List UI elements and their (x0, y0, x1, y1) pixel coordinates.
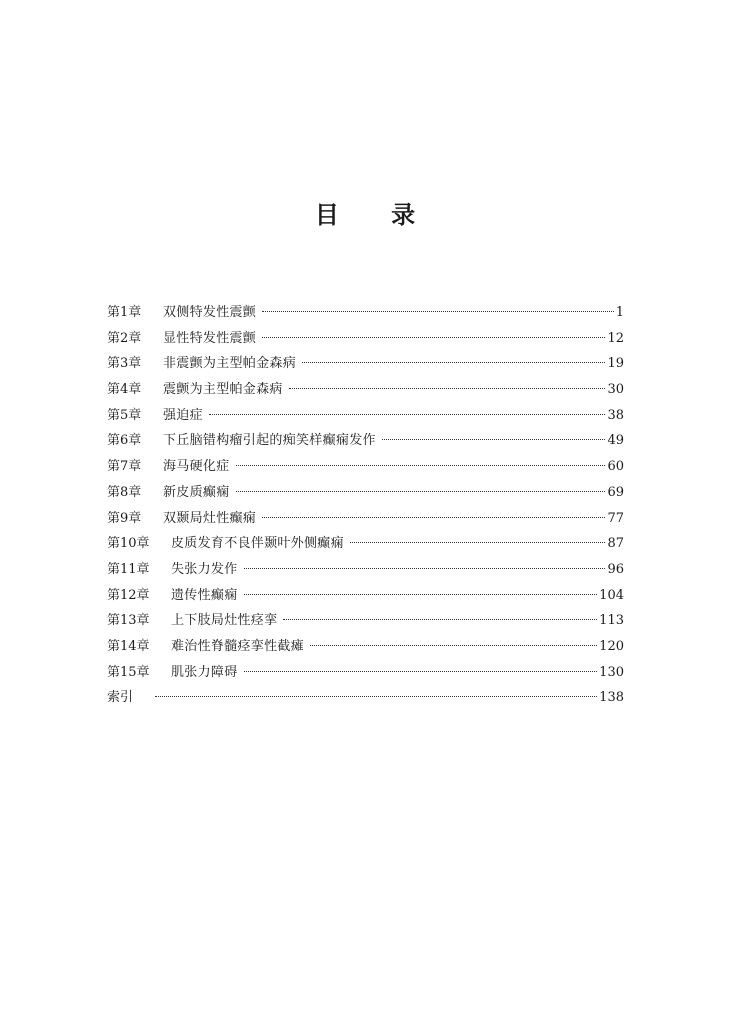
toc-dot-leader (244, 568, 606, 569)
toc-dot-leader (236, 465, 606, 466)
toc-chapter-title: 强迫症 (163, 407, 203, 423)
toc-dot-leader (244, 594, 598, 595)
toc-entry[interactable] (107, 634, 624, 660)
toc-chapter-number: 第6章 (107, 433, 142, 449)
toc-dot-leader (244, 671, 598, 672)
toc-dot-leader (155, 696, 597, 697)
toc-chapter-number: 第14章 (107, 638, 150, 654)
toc-index-label: 索引 (107, 690, 134, 706)
toc-chapter-number: 第11章 (107, 561, 150, 577)
page-title: 目 录 (314, 201, 438, 229)
toc-entry[interactable] (107, 506, 624, 532)
toc-chapter-number: 第10章 (107, 536, 150, 552)
toc-chapter-title: 非震颤为主型帕金森病 (163, 356, 297, 372)
toc-entry[interactable] (107, 660, 624, 686)
toc-chapter-number: 第1章 (107, 305, 142, 320)
toc-chapter-title: 肌张力障碍 (171, 664, 238, 680)
toc-dot-leader (289, 388, 606, 389)
toc-chapter-number: 第4章 (107, 382, 142, 398)
toc-chapter-title: 显性特发性震颤 (163, 330, 257, 346)
toc-chapter-title: 下丘脑错构瘤引起的痴笑样癫痫发作 (163, 433, 376, 449)
toc-chapter-title: 难治性脊髓痉挛性截瘫 (171, 638, 305, 654)
toc-entry[interactable] (107, 403, 624, 429)
toc-dot-leader (310, 645, 597, 646)
table-of-contents (107, 300, 624, 711)
toc-dot-leader (350, 542, 606, 543)
toc-chapter-title: 震颤为主型帕金森病 (163, 382, 283, 398)
toc-page-number: 60 (607, 459, 624, 475)
toc-entry[interactable] (107, 454, 624, 480)
toc-chapter-number: 第3章 (107, 356, 142, 372)
toc-chapter-number: 第5章 (107, 407, 142, 423)
toc-page-number: 87 (607, 536, 624, 552)
toc-page-number: 77 (607, 510, 624, 526)
toc-chapter-title: 上下肢局灶性痉挛 (171, 613, 278, 629)
toc-chapter-title: 新皮质癫痫 (163, 484, 230, 500)
toc-page-number: 130 (599, 664, 624, 680)
toc-dot-leader (302, 362, 605, 363)
toc-chapter-title: 海马硬化症 (163, 459, 230, 475)
toc-entry[interactable] (107, 531, 624, 557)
toc-page-number: 69 (607, 484, 624, 500)
toc-dot-leader (382, 439, 606, 440)
toc-entry[interactable] (107, 557, 624, 583)
toc-dot-leader (236, 491, 606, 492)
toc-chapter-number: 第7章 (107, 459, 142, 475)
toc-page-number: 19 (607, 356, 624, 372)
toc-entry[interactable] (107, 326, 624, 352)
toc-chapter-number: 第13章 (107, 613, 150, 629)
toc-page-number: 138 (599, 690, 624, 706)
toc-dot-leader (262, 337, 605, 338)
toc-page-number: 12 (607, 330, 624, 346)
toc-chapter-number: 第9章 (107, 510, 142, 526)
toc-entry-index[interactable] (107, 685, 624, 711)
toc-entry[interactable] (107, 480, 624, 506)
toc-dot-leader (283, 619, 597, 620)
toc-entry[interactable] (107, 608, 624, 634)
toc-page-number: 96 (607, 561, 624, 577)
toc-page-number: 1 (615, 305, 624, 320)
toc-page-number: 49 (607, 433, 624, 449)
toc-page-number: 104 (599, 587, 624, 603)
toc-chapter-title: 双侧特发性震颤 (163, 305, 257, 320)
toc-dot-leader (262, 517, 605, 518)
toc-chapter-title: 皮质发育不良伴颞叶外侧癫痫 (171, 536, 344, 552)
toc-dot-leader (262, 311, 614, 312)
toc-entry[interactable] (107, 300, 624, 326)
toc-chapter-title: 遗传性癫痫 (171, 587, 238, 603)
toc-chapter-number: 第8章 (107, 484, 142, 500)
toc-page-number: 38 (607, 407, 624, 423)
toc-chapter-title: 双颞局灶性癫痫 (163, 510, 257, 526)
toc-chapter-title: 失张力发作 (171, 561, 238, 577)
toc-entry[interactable] (107, 428, 624, 454)
toc-entry[interactable] (107, 351, 624, 377)
toc-entry[interactable] (107, 583, 624, 609)
toc-dot-leader (209, 414, 606, 415)
toc-chapter-number: 第12章 (107, 587, 150, 603)
toc-chapter-number: 第2章 (107, 330, 142, 346)
toc-entry[interactable] (107, 377, 624, 403)
toc-page-number: 113 (599, 613, 624, 629)
toc-page-number: 120 (599, 638, 624, 654)
toc-page-number: 30 (607, 382, 624, 398)
toc-chapter-number: 第15章 (107, 664, 150, 680)
